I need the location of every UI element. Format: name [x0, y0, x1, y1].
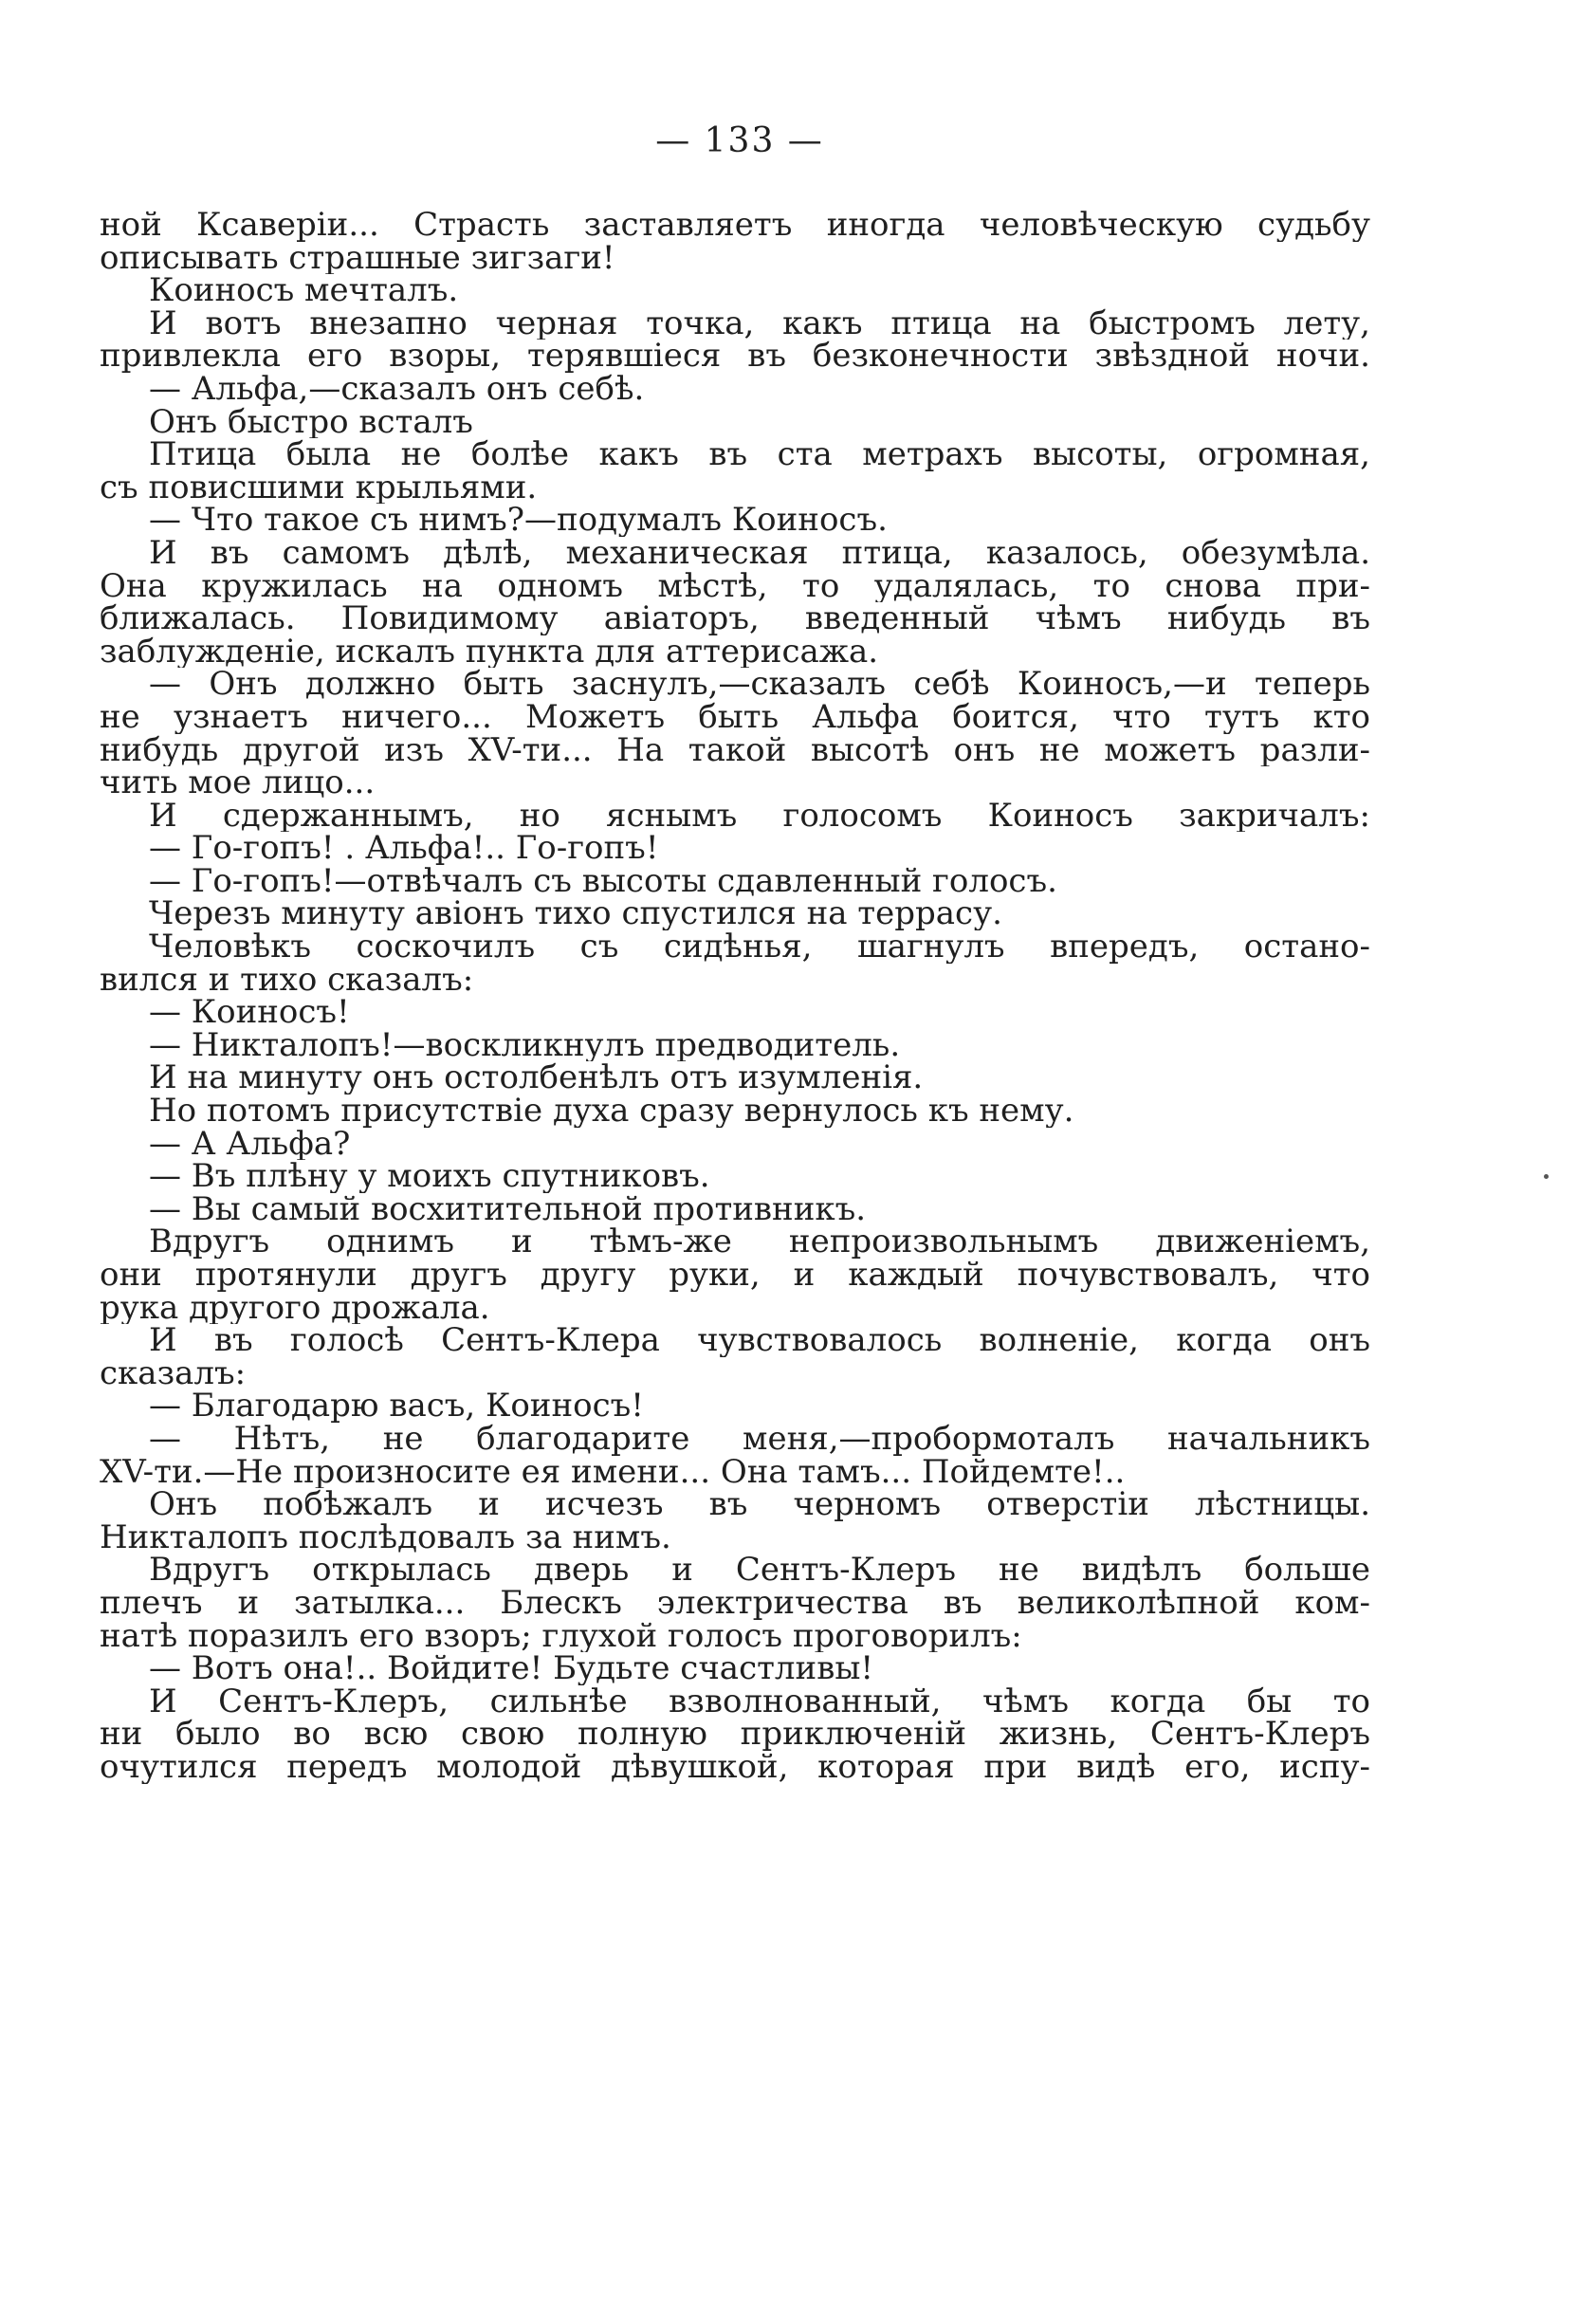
text-line: Онъ быстро всталъ [149, 405, 473, 439]
text-line: сказалъ: [100, 1356, 247, 1390]
text-line: рука другого дрожала. [100, 1291, 490, 1325]
text-line: — Что такое съ нимъ?—подумалъ Коиносъ. [149, 504, 888, 537]
text-line: Птица была не болѣе какъ въ ста метрахъ высоты, огромная, [149, 438, 1370, 471]
text-line: И на минуту онъ остолбенѣлъ отъ изумленія. [149, 1061, 924, 1095]
body-text [100, 209, 1370, 1784]
text-line: ближалась. Повидимому авіаторъ, введенный чѣмъ нибудь въ [100, 602, 1370, 635]
text-line: И Сентъ-Клеръ, сильнѣе взволнованный, чѣмъ когда бы то [149, 1684, 1370, 1719]
text-line: ной Ксаверіи... Страсть заставляетъ иногда человѣческую судьбу [100, 209, 1370, 242]
text-line: — Вотъ она!.. Войдите! Будьте счастливы! [149, 1652, 874, 1685]
text-line: — Онъ должно быть заснулъ,—сказалъ себѣ Коиносъ,—и теперь [149, 668, 1370, 701]
text-line: заблужденіе, искалъ пункта для аттерисажа. [100, 635, 879, 669]
text-line: — Го-гопъ!—отвѣчалъ съ высоты сдавленный голосъ. [149, 864, 1057, 898]
text-line: чить мое лицо... [100, 766, 376, 800]
text-line: — Вы самый восхитительной противникъ. [149, 1192, 867, 1226]
text-line: Коиносъ мечталъ. [149, 274, 459, 307]
text-line: И въ голосѣ Сентъ-Клера чувствовалось волненіе, когда онъ [149, 1324, 1370, 1357]
text-line: — Благодарю васъ, Коиносъ! [149, 1389, 644, 1423]
text-line: И вотъ внезапно черная точка, какъ птица на быстромъ лету, [149, 306, 1370, 340]
text-line: они протянули другъ другу руки, и каждый почувствовалъ, что [100, 1259, 1370, 1292]
text-line: Вдругъ открылась дверь и Сентъ-Клеръ не видѣлъ больше [149, 1554, 1370, 1587]
text-line: нибудь другой изъ XV-ти... На такой высотѣ онъ не можетъ разли- [100, 733, 1370, 767]
text-line: натѣ поразилъ его взоръ; глухой голосъ проговорилъ: [100, 1619, 1022, 1653]
text-line: плечъ и затылка... Блескъ электричества въ великолѣпной ком- [100, 1586, 1370, 1620]
text-line: — А Альфа? [149, 1127, 351, 1161]
text-line: Онъ побѣжалъ и исчезъ въ черномъ отверстіи лѣстницы. [149, 1488, 1370, 1521]
text-line: описывать страшные зигзаги! [100, 241, 615, 275]
text-line: — Никталопъ!—воскликнулъ предводитель. [149, 1028, 901, 1062]
text-line: — Нѣтъ, не благодарите меня,—пробормоталъ начальникъ [149, 1422, 1370, 1456]
text-line: Вдругъ однимъ и тѣмъ-же непроизвольнымъ движеніемъ, [149, 1225, 1370, 1259]
scan-speck [1544, 1174, 1549, 1179]
text-line: вился и тихо сказалъ: [100, 963, 474, 997]
text-line: XV-ти.—Не произносите ея имени... Она тамъ... Пойдемте!.. [100, 1455, 1126, 1489]
text-line: Черезъ минуту авіонъ тихо спустился на террасу. [149, 897, 1002, 931]
text-line: — Альфа,—сказалъ онъ себѣ. [149, 372, 645, 406]
text-line: Она кружилась на одномъ мѣстѣ, то удалялась, то снова при- [100, 569, 1370, 603]
text-line: привлекла его взоры, терявшіеся въ безконечности звѣздной ночи. [100, 340, 1370, 373]
text-line: — Въ плѣну у моихъ спутниковъ. [149, 1160, 710, 1193]
page-number: — 133 — [655, 121, 824, 160]
text-line: не узнаетъ ничего... Можетъ быть Альфа боится, что тутъ кто [100, 700, 1370, 734]
text-line: съ повисшими крыльями. [100, 470, 538, 505]
text-line: ни было во всю свою полную приключеній жизнь, Сентъ-Клеръ [100, 1718, 1370, 1751]
text-line: очутился передъ молодой дѣвушкой, которая при видѣ его, испу- [100, 1750, 1370, 1784]
text-line: — Го-гопъ! . Альфа!.. Го-гопъ! [149, 832, 659, 865]
text-line: Но потомъ присутствіе духа сразу вернулось къ нему. [149, 1094, 1074, 1128]
text-line: И сдержаннымъ, но яснымъ голосомъ Коиносъ закричалъ: [149, 799, 1370, 833]
text-line: — Коиносъ! [149, 996, 350, 1029]
text-line: И въ самомъ дѣлѣ, механическая птица, казалось, обезумѣла. [149, 536, 1370, 570]
text-line: Никталопъ послѣдовалъ за нимъ. [100, 1520, 671, 1554]
text-line: Человѣкъ соскочилъ съ сидѣнья, шагнулъ впередъ, остано- [149, 930, 1370, 964]
